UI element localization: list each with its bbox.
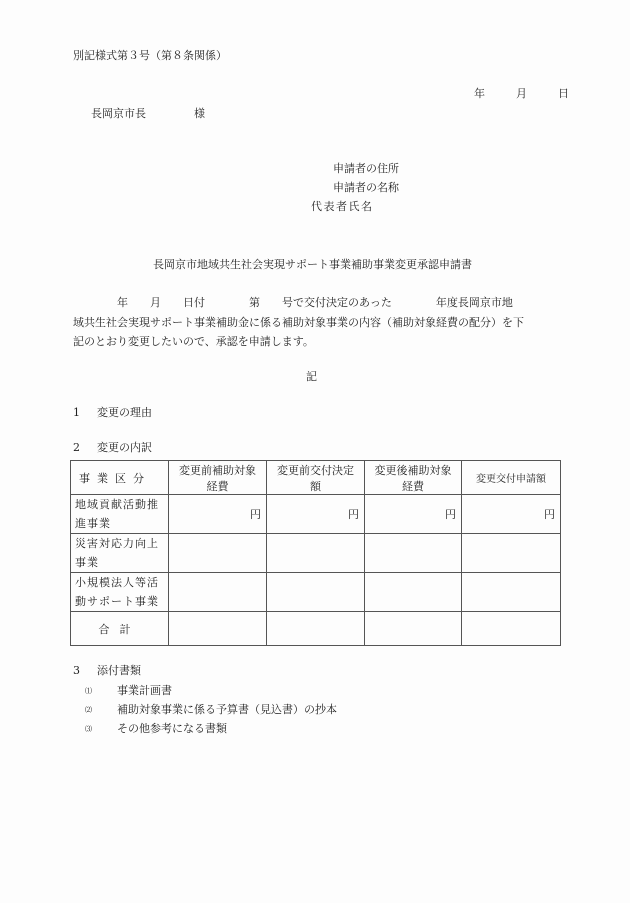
row-category: 地域貢献活動推進事業 [71,495,169,534]
date-line [474,87,569,101]
cell-before-expense[interactable] [169,573,267,612]
total-before-expense[interactable] [169,612,267,646]
representative-label: 代表者氏名 [311,200,374,213]
cell-before-expense[interactable]: 円 [169,495,267,534]
section-1-label: 変更の理由 [97,406,152,419]
date-month: 月 [516,87,527,100]
section-1-heading [73,406,152,420]
cell-before-grant[interactable] [267,534,365,573]
attachment-marker: ⑵ [85,706,92,714]
ki-heading: 記 [306,370,317,383]
body-line-1 [73,293,563,313]
header-after-expense: 変更後補助対象経費 [365,461,462,495]
addressee-name: 長岡京市長 [91,107,146,120]
addressee-honorific: 様 [194,107,205,120]
applicant-name-label: 申請者の名称 [333,181,399,194]
body-year: 年 [117,296,128,309]
body-number-suffix: 号で交付決定のあった [282,296,392,309]
header-change-request: 変更交付申請額 [462,461,561,495]
cell-change-request[interactable]: 円 [462,495,561,534]
section-1-number: 1 [73,406,80,419]
header-category: 事業区分 [71,461,169,495]
section-2-label: 変更の内訳 [97,441,152,454]
attachment-marker: ⑶ [85,725,92,733]
attachment-label: その他参考になる書類 [117,722,227,735]
header-before-expense: 変更前補助対象経費 [169,461,267,495]
attachment-label: 事業計画書 [117,684,172,697]
cell-before-grant[interactable] [267,573,365,612]
attachment-item [85,722,227,736]
body-line-3: 記のとおり変更したいので、承認を申請します。 [73,335,314,348]
section-3-label: 添付書類 [97,664,141,677]
total-after-expense[interactable] [365,612,462,646]
header-before-grant: 変更前交付決定額 [267,461,365,495]
body-day-dated: 日付 [183,296,205,309]
date-day: 日 [558,87,569,100]
table-row [71,573,561,612]
table-total-row [71,612,561,646]
cell-change-request[interactable] [462,534,561,573]
section-3-number: 3 [73,664,80,677]
total-change-request[interactable] [462,612,561,646]
cell-before-grant[interactable]: 円 [267,495,365,534]
total-label: 合計 [71,612,169,646]
section-3-heading [73,664,141,678]
addressee [91,107,205,121]
cell-before-expense[interactable] [169,534,267,573]
applicant-address-label: 申請者の住所 [333,162,399,175]
attachment-item [85,684,172,698]
attachment-item [85,703,337,717]
cell-after-expense[interactable] [365,573,462,612]
date-year: 年 [474,87,485,100]
table-row [71,495,561,534]
row-category: 小規模法人等活動サポート事業 [71,573,169,612]
attachment-label: 補助対象事業に係る予算書（見込書）の抄本 [117,703,337,716]
attachment-marker: ⑴ [85,687,92,695]
form-number: 別記様式第３号（第８条関係） [73,49,227,62]
body-number-prefix: 第 [249,296,260,309]
section-2-heading [73,441,152,455]
cell-after-expense[interactable]: 円 [365,495,462,534]
change-breakdown-table [70,460,561,646]
total-before-grant[interactable] [267,612,365,646]
section-2-number: 2 [73,441,80,454]
body-month: 月 [150,296,161,309]
table-header-row [71,461,561,495]
cell-change-request[interactable] [462,573,561,612]
cell-after-expense[interactable] [365,534,462,573]
body-paragraph [73,293,563,352]
body-fiscal: 年度長岡京市地 [435,296,513,309]
body-line-2: 域共生社会実現サポート事業補助金に係る補助対象事業の内容（補助対象経費の配分）を下 [73,315,524,329]
document-title: 長岡京市地域共生社会実現サポート事業補助事業変更承認申請書 [153,258,472,271]
row-category: 災害対応力向上事業 [71,534,169,573]
table-row [71,534,561,573]
